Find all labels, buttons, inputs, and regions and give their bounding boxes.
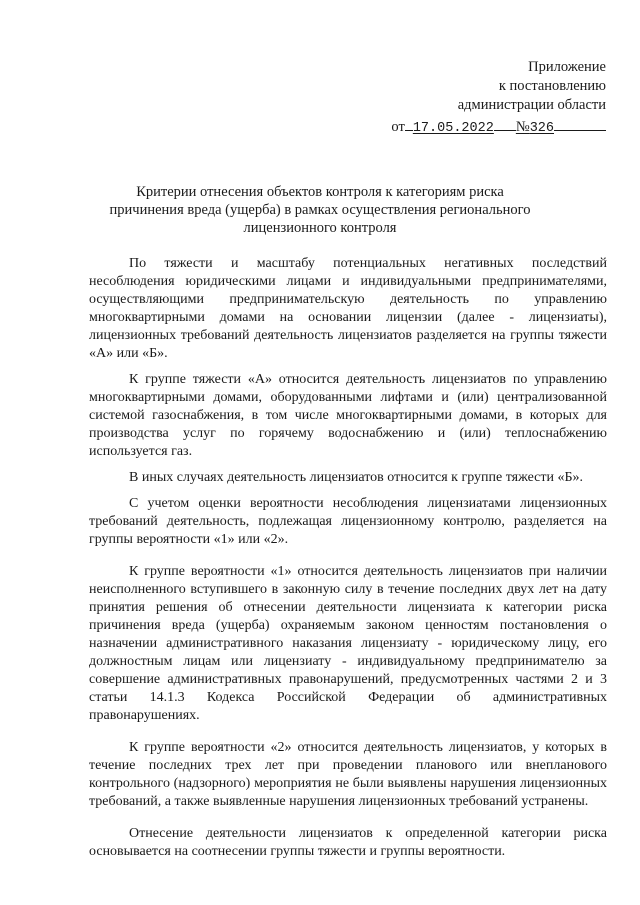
- title-line-1: Критерии отнесения объектов контроля к категориям риска: [136, 184, 504, 200]
- paragraph-severity-groups: По тяжести и масштабу потенциальных негативных последствий несоблюдения юридическими лицами и индивидуальными предпринимателями, осуществляющими предпринимательскую деятельность по управлению многоквартирными домами на основании лицензии (далее - лицензиаты), лицензионных требований деятельность лицензиатов разделяется на группы тяжести «А» или «Б».: [89, 256, 607, 361]
- date-prefix: от: [391, 119, 405, 135]
- date-number-line: [391, 118, 606, 138]
- appendix-header: [391, 58, 606, 138]
- paragraph-group-b: В иных случаях деятельность лицензиатов относится к группе тяжести «Б».: [129, 470, 584, 485]
- document-body: [89, 255, 607, 871]
- appendix-label: Приложение: [528, 59, 606, 75]
- resolution-date: 17.05.2022: [412, 121, 494, 136]
- paragraph-group-a: К группе тяжести «А» относится деятельность лицензиатов по управлению многоквартирными домами, оборудованными лифтами и (или) централизованной системой газоснабжения, в том числе многоквартирными домами, в которых для производства услуг по горячему водоснабжению и (или) теплоснабжению используется газ.: [89, 372, 607, 459]
- resolution-number: 326: [529, 121, 554, 136]
- title-line-2: причинения вреда (ущерба) в рамках осуществления регионального: [109, 202, 531, 218]
- document-title: [60, 183, 580, 237]
- paragraph-probability-1: К группе вероятности «1» относится деятельность лицензиатов при наличии неисполненного вступившего в законную силу в течение последних двух лет на дату принятия решения об отнесении деятельности лицензиата к категории риска причинения вреда (ущерба) охраняемым законом ценностям постановления о назначении административного наказания лицензиату - юридическому лицу, его должностным лицам или лицензиату - индивидуальному предпринимателю за совершение административных правонарушений, предусмотренных частями 2 и 3 статьи 14.1.3 Кодекса Российской Федерации об административных правонарушениях.: [89, 564, 607, 723]
- authority-label: администрации области: [457, 97, 606, 113]
- paragraph-probability-2: К группе вероятности «2» относится деятельность лицензиатов, у которых в течение последних трех лет при проведении планового или внепланового контрольного (надзорного) мероприятия не были выявлены нарушения лицензионных требований, а также выявленные нарушения лицензионных требований устранены.: [89, 740, 607, 809]
- paragraph-probability-groups: С учетом оценки вероятности несоблюдения лицензиатами лицензионных требований деятельность, подлежащая лицензионному контролю, разделяется на группы вероятности «1» или «2».: [89, 496, 607, 547]
- paragraph-risk-category: Отнесение деятельности лицензиатов к определенной категории риска основывается на соотнесении группы тяжести и группы вероятности.: [89, 826, 607, 859]
- number-prefix: №: [515, 119, 530, 135]
- title-line-3: лицензионного контроля: [243, 220, 397, 236]
- resolution-label: к постановлению: [498, 78, 606, 94]
